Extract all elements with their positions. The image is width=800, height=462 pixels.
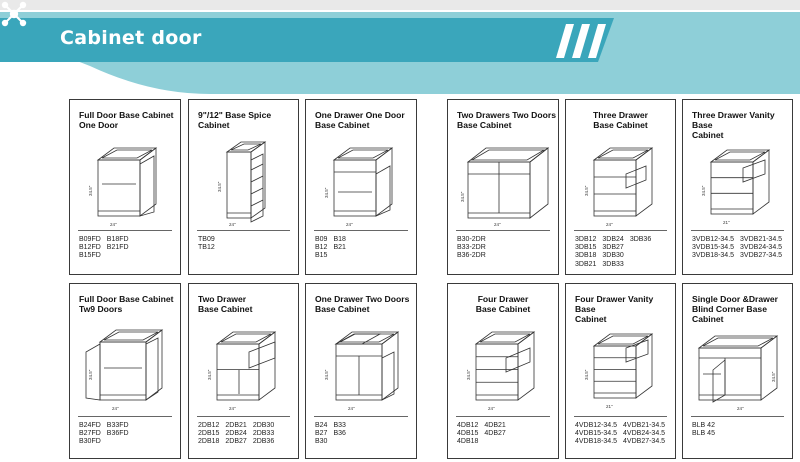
model-code: 2DB33 [252,430,275,438]
model-code: 3DB18 [575,252,597,260]
model-code: 3VDB27-34.5 [740,252,783,260]
cabinet-card-full-door-two-doors [69,283,181,459]
model-code: B36FD [106,430,129,438]
model-code: B27 [315,430,328,438]
dimension-depth-label: 24" [488,406,495,410]
model-code: 4VDB12-34.5 [575,422,618,429]
cabinet-drawing [199,318,291,410]
model-code: 2DB15 [198,430,220,438]
cabinet-drawing [458,318,550,410]
model-code: BLB 45 [692,430,715,438]
cabinet-side [761,336,777,400]
card-title: Four Drawer Base Cabinet [475,294,531,314]
dimension-depth-label: 24" [110,222,117,226]
model-code-list [692,236,788,261]
cabinet-drawing [316,134,408,226]
cabinet-drawing [80,134,172,226]
model-code-list [198,422,294,447]
dimension-depth-label: 21" [606,404,613,409]
model-code: 3DB24 [602,236,624,243]
cabinet-side [382,332,398,400]
cabinet-side [259,332,275,400]
dimension-height-label: 34.5" [701,185,706,196]
model-code: 4DB18 [457,438,479,446]
pullout-frame [251,154,263,222]
cabinet-drawing [693,134,785,226]
spice-shelf [251,176,263,182]
model-code: BLB 42 [692,422,715,429]
model-code: B09FD [79,236,101,243]
open-drawer [626,340,648,362]
open-door [376,166,390,216]
model-code: 3VDB18-34.5 [692,252,735,260]
cabinet-card-two-drawer [188,283,299,459]
model-code-list [692,422,788,438]
model-code: B30FD [79,438,101,446]
model-code: B30 [315,438,328,446]
model-code: TB09 [198,236,215,243]
spice-shelf [251,188,263,194]
model-code: 3VDB21-34.5 [740,236,783,243]
cabinet-card-full-door-one-door [69,99,181,275]
model-code: 3DB21 [575,260,597,268]
open-drawer [743,160,765,182]
cabinet-card-three-drawer-vanity [682,99,793,275]
cabinet-top [227,142,265,152]
open-drawer [249,342,275,368]
model-code: B15FD [79,252,101,260]
dimension-height-label: 34.5" [466,369,471,380]
card-title: Three Drawer Base Cabinet [593,110,648,130]
model-code-list [457,236,554,261]
cabinet-drawing [78,316,174,412]
dimension-depth-label: 24" [229,222,236,226]
model-code: B27FD [79,430,101,438]
dimension-height-label: 34.5" [217,181,222,192]
card-title: Full Door Base Cabinet One Door [79,110,174,130]
card-title: Single Door &Drawer Blind Corner Base Cabinet [692,294,778,324]
dimension-height-label: 34.5" [460,191,465,202]
dimension-depth-label: 24" [606,222,613,226]
cabinet-side [753,150,769,214]
card-divider [691,416,784,417]
cabinet-front [594,346,636,398]
spice-shelf [251,200,263,206]
cabinet-side [530,148,548,218]
dimension-height-label: 34.5" [88,185,93,196]
dimension-depth-label: 24" [737,406,744,411]
cabinet-side [636,148,652,216]
cabinet-drawing [454,132,554,228]
cabinet-card-three-drawer [565,99,676,275]
model-code: B21FD [106,244,129,252]
model-code: B36-2DR [457,252,486,260]
model-code: B33 [333,422,346,429]
dimension-height-label: 34.5" [324,187,329,198]
model-code: 4VDB24-34.5 [623,430,666,438]
model-code: B21 [333,244,346,252]
model-code-list [198,236,294,252]
dimension-depth-label: 24" [348,406,355,411]
model-code: 4VDB21-34.5 [623,422,666,429]
model-code: B36 [333,430,346,438]
cabinet-card-single-door-drawer-blind-corner [682,283,793,459]
model-code: B24 [315,422,328,429]
model-code: 3VDB12-34.5 [692,236,735,243]
model-code: 3DB15 [575,244,597,252]
model-code: 2DB30 [252,422,275,429]
card-title: Two Drawers Two Doors Base Cabinet [457,110,556,130]
model-code: 4VDB27-34.5 [623,438,666,446]
model-code-list [79,422,176,447]
cabinet-card-two-drawers-two-doors [447,99,559,275]
model-code-list [575,422,671,447]
open-door [713,360,725,402]
cabinet-side [146,330,162,400]
card-divider [197,416,290,417]
card-title: One Drawer One Door Base Cabinet [315,110,405,130]
cabinet-card-base-spice [188,99,299,275]
cabinet-drawing [201,134,289,226]
dimension-height-label: 34.5" [88,369,93,380]
model-code: 4DB27 [484,430,506,438]
model-code: 3DB33 [602,260,624,268]
cabinet-card-four-drawer [447,283,559,459]
cabinet-front [227,152,251,218]
model-code: B15 [315,252,328,260]
model-code: B09 [315,236,328,243]
card-title: Full Door Base Cabinet Tw9 Doors [79,294,174,314]
model-code: 3DB36 [629,236,652,243]
cabinet-drawing [576,318,668,410]
model-code-list [79,236,176,261]
cabinet-front [476,344,518,400]
model-code: 4DB15 [457,430,479,438]
dimension-height-label: 34.5" [771,371,776,382]
cabinet-front [217,344,259,400]
model-code [630,244,651,252]
card-divider [78,230,172,231]
card-divider [78,416,172,417]
model-code-list [575,236,671,269]
cabinet-front [98,160,140,216]
header-band [0,0,800,94]
card-title: One Drawer Two Doors Base Cabinet [315,294,410,314]
dimension-depth-label: 21" [723,220,730,225]
model-code: 4DB21 [484,422,506,429]
cabinet-top-opening [231,144,261,150]
model-code-list [315,236,412,261]
model-code: B33FD [106,422,129,429]
model-code-list [315,422,412,447]
spice-shelf [251,164,263,170]
cabinet-card-four-drawer-vanity [565,283,676,459]
card-divider [574,230,667,231]
model-code: B18FD [106,236,129,243]
cabinet-card-one-drawer-two-doors [305,283,417,459]
cabinet-top-opening [703,338,773,346]
card-divider [574,416,667,417]
card-divider [691,230,784,231]
model-code: B24FD [79,422,101,429]
model-code: 2DB24 [225,430,247,438]
card-divider [314,416,408,417]
model-code: 2DB18 [198,438,220,446]
card-divider [456,416,550,417]
model-code: 4DB12 [457,422,479,429]
dimension-depth-label: 24" [112,406,119,411]
model-code: 4VDB15-34.5 [575,430,618,438]
model-code [630,252,651,260]
network-nodes-icon [0,0,28,28]
model-code: B12 [315,244,328,252]
card-title: Three Drawer Vanity Base Cabinet [692,110,775,140]
model-code: 2DB27 [225,438,247,446]
open-door-right [146,338,158,400]
cabinet-front [334,160,376,216]
cabinet-drawing [576,134,668,226]
model-code-list [457,422,554,447]
model-code: B33-2DR [457,244,486,252]
cabinet-top-opening [472,150,544,160]
model-code: 3DB30 [602,252,624,260]
card-divider [314,230,408,231]
dimension-height-label: 34.5" [324,369,329,380]
cabinet-drawing [689,316,789,412]
model-code: B18 [333,236,346,243]
model-code: TB12 [198,244,215,252]
card-divider [456,230,550,231]
dimension-depth-label: 24" [229,406,236,410]
model-code: 3VDB24-34.5 [740,244,783,252]
model-code: 2DB21 [225,422,247,429]
dimension-height-label: 34.5" [584,369,589,380]
dimension-depth-label: 24" [346,222,353,226]
model-code: 2DB12 [198,422,220,429]
cabinet-drawing [314,316,410,412]
model-code: 4VDB18-34.5 [575,438,618,446]
cabinet-card-one-drawer-one-door [305,99,417,275]
card-title: 9"/12" Base Spice Cabinet [198,110,272,130]
page-title: Cabinet door [60,27,202,49]
model-code: B12FD [79,244,101,252]
dimension-height-label: 34.5" [207,369,212,380]
cabinet-front [100,342,146,400]
header-top-rule [0,0,800,10]
card-divider [197,230,290,231]
card-title: Two Drawer Base Cabinet [198,294,253,314]
dimension-depth-label: 24" [494,222,501,227]
cabinet-front [711,162,753,214]
model-code: 3DB12 [575,236,597,243]
cabinet-front [594,160,636,216]
model-code: 2DB36 [252,438,275,446]
model-code: 3VDB15-34.5 [692,244,735,252]
model-code: 3DB27 [602,244,624,252]
model-code: B30-2DR [457,236,486,243]
model-code [630,261,651,269]
card-title: Four Drawer Vanity Base Cabinet [575,294,654,324]
dimension-height-label: 34.5" [584,185,589,196]
